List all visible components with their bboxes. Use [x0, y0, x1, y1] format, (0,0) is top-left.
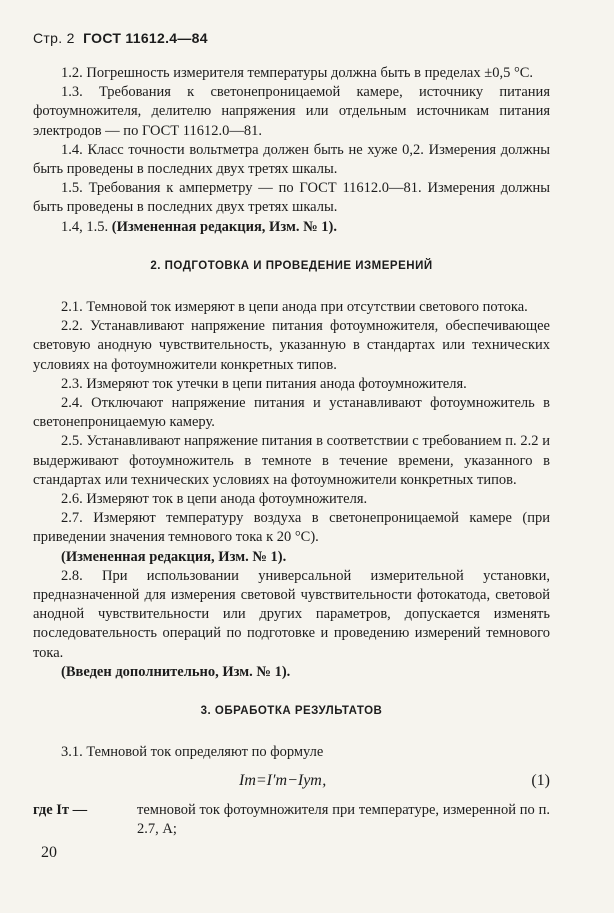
paragraph-1-3: 1.3. Требования к светонепроницаемой камере, источнику питания фотоумножителя, делителю напряжения или отдельным источникам питания электродов — по ГОСТ 11612.0—81. — [33, 84, 550, 139]
paragraph-2-3: 2.3. Измеряют ток утечки в цепи питания анода фотоумножителя. — [61, 375, 467, 392]
section-3-title: 3. ОБРАБОТКА РЕЗУЛЬТАТОВ — [200, 705, 383, 718]
where-label: где Iт — — [33, 801, 88, 818]
paragraph-2-8: 2.8. При использовании универсальной измерительной установки, предназначенной для измерения световой чувствительности фотокатода, световой анодной чувствительности или других параметров, допускается изменять последовательность операций по подготовке и проведению измерений темнового тока. — [33, 567, 550, 661]
where-clause — [33, 801, 550, 839]
formula-row — [33, 769, 550, 795]
edit-note-2: (Измененная редакция, Изм. № 1). — [61, 548, 287, 565]
paragraph-3-1: 3.1. Темновой ток определяют по формуле — [61, 744, 324, 761]
paragraph-2-5: 2.5. Устанавливают напряжение питания в соответствии с требованием п. 2.2 и выдерживают фотоумножитель в темноте в течение времени, указанного в стандартах или технических условиях на фотоумножители конкретных типов. — [33, 433, 550, 488]
document-body — [33, 64, 550, 839]
paragraph-2-7: 2.7. Измеряют температуру воздуха в светонепроницаемой камере (при приведении значения темнового тока к 20 °С). — [33, 510, 550, 546]
formula-expression: Iт=I′т−Iут, — [239, 771, 327, 789]
edit-note-3: (Введен дополнительно, Изм. № 1). — [61, 663, 291, 680]
where-text: темновой ток фотоумножителя при температуре, измеренной по п. 2.7, А; — [137, 801, 550, 837]
page-label: Стр. 2 — [33, 30, 75, 46]
paragraph-1-5: 1.5. Требования к амперметру — по ГОСТ 11612.0—81. Измерения должны быть проведены в последних двух третях шкалы. — [33, 180, 550, 216]
edit-note-1-text: (Измененная редакция, Изм. № 1). — [111, 218, 337, 235]
formula-number: (1) — [531, 771, 550, 789]
paragraph-2-2: 2.2. Устанавливают напряжение питания фотоумножителя, обеспечивающее световую анодную чувствительность, указанную в стандартах или технических условиях на фотоумножители конкретных типов. — [33, 318, 550, 373]
edit-note-1-prefix: 1.4, 1.5. — [61, 218, 109, 235]
paragraph-2-6: 2.6. Измеряют ток в цепи анода фотоумножителя. — [61, 491, 368, 508]
paragraph-1-4: 1.4. Класс точности вольтметра должен быть не хуже 0,2. Измерения должны быть проведены в последних двух третях шкалы. — [33, 141, 550, 178]
doc-id: ГОСТ 11612.4—84 — [83, 30, 208, 46]
paragraph-1-2: 1.2. Погрешность измерителя температуры должна быть в пределах ±0,5 °С. — [61, 65, 534, 81]
section-2-title: 2. ПОДГОТОВКА И ПРОВЕДЕНИЕ ИЗМЕРЕНИЙ — [150, 259, 433, 272]
page-header — [33, 30, 208, 46]
edit-note-1 — [33, 218, 550, 237]
paragraph-2-4: 2.4. Отключают напряжение питания и устанавливают фотоумножитель в светонепроницаемую камеру. — [33, 395, 550, 431]
paragraph-2-1: 2.1. Темновой ток измеряют в цепи анода при отсутствии светового потока. — [61, 299, 528, 316]
page-number: 20 — [41, 844, 57, 861]
